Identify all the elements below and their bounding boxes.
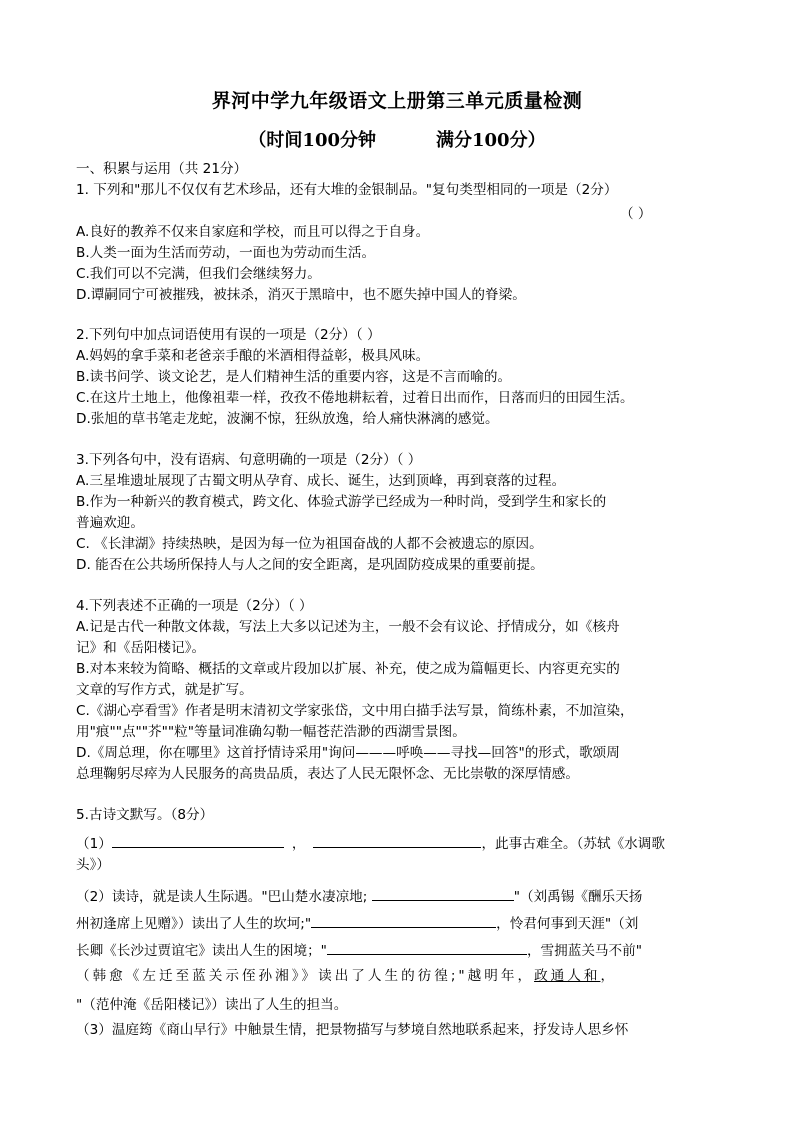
q2-option-d: D.张旭的草书笔走龙蛇，波澜不惊，狂纵放逸，给人痛快淋漓的感觉。 [76, 411, 499, 427]
q3-option-b-line1: B.作为一种新兴的教育模式，跨文化、体验式游学已经成为一种时尚，受到学生和家长的 [76, 494, 607, 510]
q2-option-b: B.读书问学、谈文论艺，是人们精神生活的重要内容，这是不言而喻的。 [76, 369, 512, 385]
q4-option-c-line1: C.《湖心亭看雪》作者是明末清初文学家张岱，文中用白描手法写景，简练朴素，不加渲染， [76, 703, 634, 719]
q4-option-b-line1: B.对本来较为简略、概括的文章或片段加以扩展、补充，使之成为篇幅更长、内容更充实的 [76, 661, 620, 677]
q4-option-d-line1: D.《周总理，你在哪里》这首抒情诗采用"询问———呼唤——寻找—回答"的形式，歌颂周 [76, 745, 620, 761]
q5-part2-line3 [76, 940, 642, 960]
exam-subtitle [0, 126, 794, 152]
q5-p2-text-a: （2）读诗，就是读人生际遇。"巴山楚水凄凉地; [76, 889, 372, 905]
q5-p1-blank-2[interactable] [313, 833, 481, 848]
q1-option-c: C.我们可以不完满，但我们会继续努力。 [76, 266, 321, 282]
q4-option-b-line2: 文章的写作方式，就是扩写。 [76, 682, 253, 698]
q5-p2-text-j: "（范仲淹《岳阳楼记》）读出了人生的担当。 [76, 997, 348, 1013]
q5-p2-blank-3[interactable] [327, 940, 527, 955]
q5-part2-line1 [76, 886, 642, 906]
q5-part3: （3）温庭筠《商山早行》中触景生情，把景物描写与梦境自然地联系起来，抒发诗人思乡怀 [76, 1022, 629, 1038]
q2-option-a: A.妈妈的拿手菜和老爸亲手酿的米酒相得益彰，极具风味。 [76, 348, 430, 364]
section-heading: 一、积累与运用（共 21分） [76, 161, 248, 177]
q3-option-a: A.三星堆遗址展现了古蜀文明从孕育、成长、诞生，达到顶峰，再到衰落的过程。 [76, 473, 566, 489]
q5-stem: 5.古诗文默写。（8分） [76, 807, 214, 823]
q5-p2-blank-2[interactable] [311, 913, 496, 928]
q5-part2-line5 [76, 994, 347, 1014]
q5-p2-underlined-phrase: 政通人和 [534, 968, 601, 984]
q4-option-a-line1: A.记是古代一种散文体裁，写法上大多以记述为主，一般不会有议论、抒情成分，如《核舟 [76, 619, 620, 635]
q1-stem: 1. 下列和"那儿不仅仅有艺术珍品，还有大堆的金银制品。"复句类型相同的一项是（2分） [76, 182, 618, 198]
q5-p1-comma: ， [291, 836, 306, 852]
q1-option-a: A.良好的教养不仅来自家庭和学校，而且可以得之于自身。 [76, 224, 430, 240]
q5-p2-text-f: ，雪拥蓝关马不前" [526, 943, 642, 959]
q5-part2-line4 [76, 967, 617, 985]
full-score: 满分100分） [436, 130, 546, 151]
time-limit: （时间100分钟 [248, 130, 376, 151]
q4-option-d-line2: 总理鞠躬尽瘁为人民服务的高贵品质，表达了人民无限怀念、无比崇敬的深厚情感。 [76, 766, 579, 782]
q3-option-d: D. 能否在公共场所保持人与人之间的安全距离，是巩固防疫成果的重要前提。 [76, 557, 544, 573]
q5-p1-number: （1） [76, 836, 112, 852]
q2-option-c: C.在这片土地上，他像祖辈一样，孜孜不倦地耕耘着，过着日出而作，日落而归的田园生活。 [76, 390, 634, 406]
q3-option-b-line2: 普遍欢迎。 [76, 515, 144, 531]
q3-stem: 3.下列各句中，没有语病、句意明确的一项是（2分）（ ） [76, 452, 422, 468]
q5-p2-text-c: 州初逢席上见赠》）读出了人生的坎坷;" [76, 916, 312, 932]
q4-option-a-line2: 记》和《岳阳楼记》。 [76, 640, 206, 656]
exam-title: 界河中学九年级语文上册第三单元质量检测 [211, 90, 583, 112]
q3-option-c: C. 《长津湖》持续热映，是因为每一位为祖国奋战的人都不会被遗忘的原因。 [76, 536, 543, 552]
q5-p1-blank-1[interactable] [112, 833, 284, 848]
q1-answer-paren: （ ） [620, 206, 652, 222]
q5-p1-source: ，此事古难全。（苏轼《水调歌 [481, 836, 665, 852]
q5-p2-text-e: 长卿《长沙过贾谊宅》读出人生的困境；" [76, 943, 327, 959]
q4-stem: 4.下列表述不正确的一项是（2分）（ ） [76, 598, 313, 614]
q5-p2-text-d: ，怜君何事到天涯"（刘 [496, 916, 639, 932]
q5-p2-text-i: ， [600, 968, 618, 984]
q4-option-c-line2: 用"痕""点""芥""粒"等量词准确勾勒一幅苍茫浩渺的西湖雪景图。 [76, 724, 466, 740]
q5-p2-text-g: （韩愈《左迁至蓝关示侄孙湘》》读出了人生的彷徨;"越明年， [76, 968, 535, 984]
q1-option-d: D.谭嗣同宁可被摧残，被抹杀，消灭于黑暗中，也不愿失掉中国人的脊梁。 [76, 287, 526, 303]
q5-p2-blank-1[interactable] [372, 886, 514, 901]
q5-part2-line2 [76, 913, 638, 933]
q2-stem: 2.下列句中加点词语使用有误的一项是（2分）（ ） [76, 327, 381, 343]
q5-p1-source-cont: 头》） [76, 857, 110, 873]
q5-p2-text-b: "（刘禹锡《酬乐天扬 [513, 889, 643, 905]
q1-option-b: B.人类一面为生活而劳动，一面也为劳动而生活。 [76, 245, 376, 261]
q5-part1 [76, 833, 665, 853]
